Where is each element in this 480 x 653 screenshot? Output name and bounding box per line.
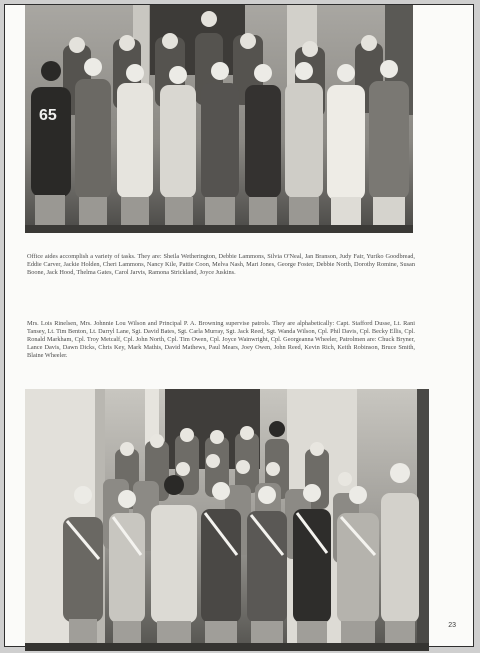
jersey-number: 65 [39,107,57,124]
page-number: 23 [448,622,456,629]
office-aides-photo [25,5,413,233]
office-aides-caption: Office aides accomplish a variety of tasks. They are: Sheila Wetherington, Debbie Lammons, Silvia O'Neal, Jan Branson, Judy Fair, Yuriko Goodbread, Eddie Carver, Jackie Holden, Cheri Lammons, Nancy Kile, Pattie Coon, Melva Nash, Mari Jones, George Foster, Debbie North, Dorothy Romine, Susan Boone, Jack Hood, Thelma Gates, Carol Jarvis, Ramona Strickland, Joyce Juskins. [27,253,415,277]
patrols-caption: Mrs. Lois Rinelsen, Mrs. Johnnie Lou Wilson and Principal P. A. Browning supervise patrols. They are alphabetically: Capt. Stafford Dusse, Lt. Rani Tansey, Lt. Tim Benton, Lt. Darryl Lane, Sgt. David Bates, Sgt. Carla Murray, Sgt. Jack Reed, Sgt. Wanda Wilson, Cpl. Phil Davis, Cpl. Becky Ellis, Cpl. Ronald Markham, Cpl. Troy Metcalf, Cpl. John North, Cpl. Tim Owen, Cpl. Joyce Wainwright, Cpl. Georgeanna Wheeler, Patrolmen are: Chuck Bryner, Lance Davis, Dawn Dicks, Chris Key, Mark Mathis, David Mathews, Paul Mears, Joey Owen, John Reed, Kevin Rich, Keith Robinson, Bruce Smith, Blaine Wheeler. [27,320,415,360]
yearbook-page [4,4,474,647]
safety-patrols-photo [25,389,429,651]
